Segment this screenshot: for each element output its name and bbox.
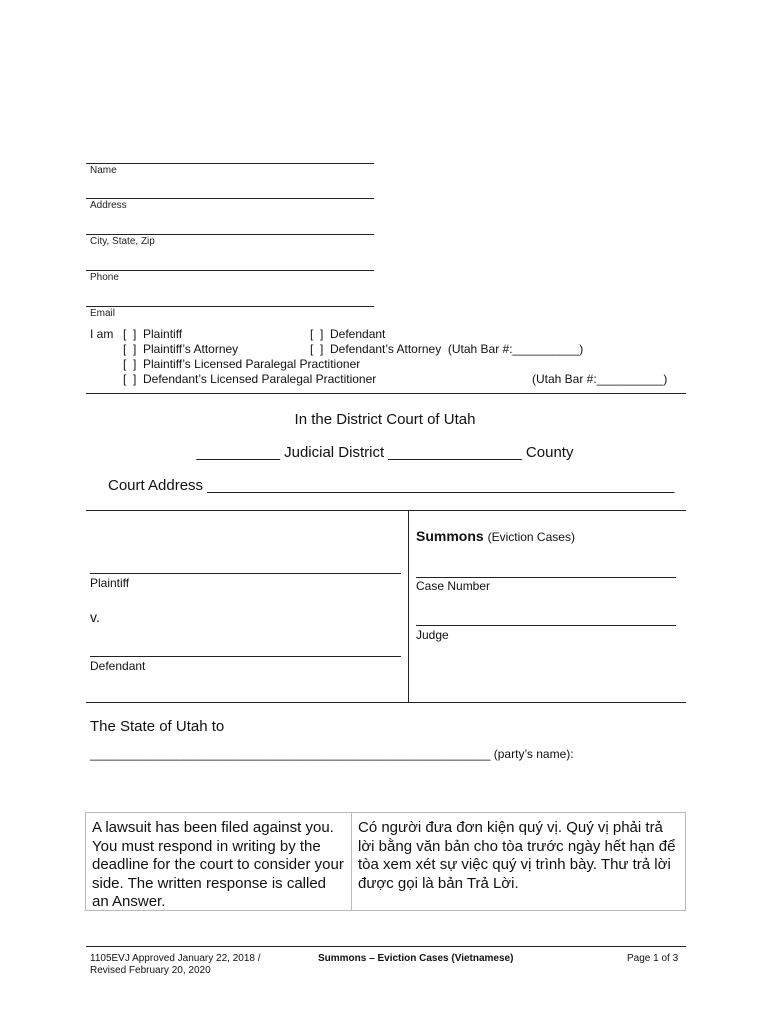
phone-label: Phone <box>90 272 119 283</box>
form-number <box>90 953 261 977</box>
plaintiff-checkbox[interactable]: [ ] Plaintiff <box>123 327 183 341</box>
defendant-attorney-checkbox[interactable]: [ ] Defendant’s Attorney (Utah Bar #:__________) <box>310 342 584 356</box>
name-line[interactable] <box>86 163 374 164</box>
section-divider <box>86 393 686 394</box>
address-line[interactable] <box>86 198 374 199</box>
plaintiff-label: Plaintiff <box>90 576 130 590</box>
judge-label: Judge <box>416 628 449 642</box>
footer-title: Summons – Eviction Cases (Vietnamese) <box>318 953 514 964</box>
summons-subtitle: (Eviction Cases) <box>487 530 575 544</box>
caption-divider <box>408 510 409 702</box>
judicial-district-line[interactable]: __________ Judicial District ________________ County <box>196 444 574 461</box>
court-title: In the District Court of Utah <box>294 411 476 428</box>
summons-title: Summons <box>416 528 484 544</box>
form-revised: Revised February 20, 2020 <box>90 965 211 976</box>
plaintiff-line[interactable] <box>90 573 401 574</box>
party-name-line[interactable]: ____________________________________________________________ (party’s name): <box>90 747 574 761</box>
iam-prefix: I am <box>90 327 114 341</box>
form-approved: 1105EVJ Approved January 22, 2018 / <box>90 953 261 964</box>
bar-number-field[interactable]: (Utah Bar #:__________) <box>532 372 668 386</box>
versus-label: v. <box>90 609 100 625</box>
footer-divider <box>86 946 686 947</box>
plaintiff-lpp-checkbox[interactable]: [ ] Plaintiff’s Licensed Paralegal Practitioner <box>123 357 361 371</box>
notice-vietnamese: Có người đưa đơn kiện quý vị. Quý vị phải trả lời bằng văn bản cho tòa trước ngày hết hạn để tòa xem xét sự việc quý vị trình bày. Thư trả lời được gọi là bản Trả Lời. <box>358 819 676 892</box>
email-label: Email <box>90 308 116 319</box>
defendant-line[interactable] <box>90 656 401 657</box>
defendant-checkbox[interactable]: [ ] Defendant <box>310 327 386 341</box>
notice-table <box>85 812 686 911</box>
plaintiff-attorney-checkbox[interactable]: [ ] Plaintiff’s Attorney <box>123 342 239 356</box>
email-line[interactable] <box>86 306 374 307</box>
city-state-zip-label: City, State, Zip <box>90 236 155 247</box>
name-label: Name <box>90 165 117 176</box>
case-number-label: Case Number <box>416 579 491 593</box>
judge-line[interactable] <box>416 625 676 626</box>
defendant-lpp-checkbox[interactable]: [ ] Defendant’s Licensed Paralegal Practitioner <box>123 372 377 386</box>
caption-top-border <box>86 510 686 511</box>
summons-heading <box>416 528 575 544</box>
court-address-line[interactable]: Court Address ________________________________________________________ <box>108 477 675 494</box>
state-heading: The State of Utah to <box>90 718 225 735</box>
address-label: Address <box>90 200 127 211</box>
phone-line[interactable] <box>86 270 374 271</box>
page-number: Page 1 of 3 <box>627 953 679 964</box>
case-number-line[interactable] <box>416 577 676 578</box>
notice-english: A lawsuit has been filed against you. You must respond in writing by the deadline for the court to consider your side. The written response is called an Answer. <box>86 813 352 910</box>
city-state-zip-line[interactable] <box>86 234 374 235</box>
caption-bottom-border <box>86 702 686 703</box>
defendant-label: Defendant <box>90 659 146 673</box>
